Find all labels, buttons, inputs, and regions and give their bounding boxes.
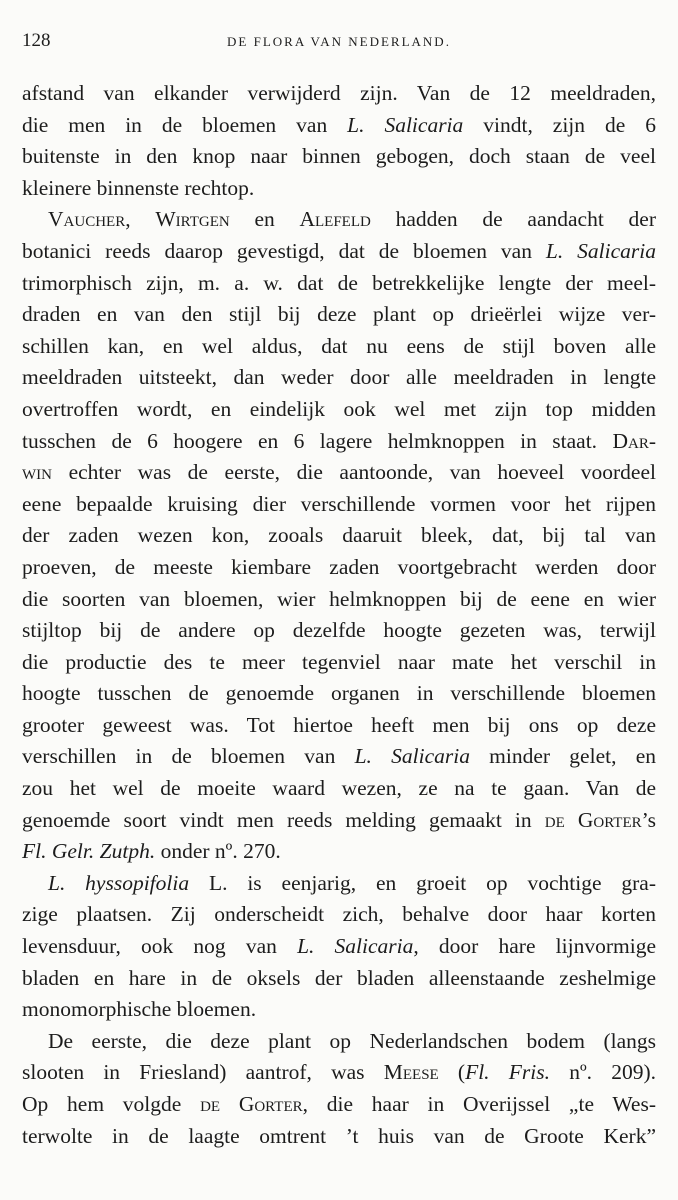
text-segment: genoemde soort vindt men reeds melding gemaakt in (22, 807, 545, 832)
text-segment: trimorphisch zijn, m. a. w. dat de betrekkelijke lengte der meel- (22, 270, 656, 295)
text-segment: die productie des te meer tegenviel naar mate het verschil in (22, 649, 656, 674)
text-segment: zou het wel de moeite waard wezen, ze na te gaan. Van de (22, 776, 656, 801)
italic-text: L. Salicaria (354, 744, 470, 769)
text-line (22, 615, 656, 647)
small-caps-name: Alefeld (299, 207, 371, 232)
small-caps-name: win (22, 460, 52, 485)
text-segment: De eerste, die deze plant op Nederlandschen bodem (langs (48, 1028, 656, 1053)
text-segment: monomorphische bloemen. (22, 997, 257, 1022)
text-line (22, 836, 656, 868)
text-segment: Op hem volgde (22, 1092, 201, 1116)
text-segment: die men in de bloemen van (22, 112, 348, 137)
text-line (22, 931, 656, 963)
text-segment: nº. 209). (550, 1060, 656, 1085)
text-segment: stijltop bij de andere op dezelfde hoogte gezeten was, terwijl (22, 618, 656, 643)
text-line (22, 868, 656, 900)
text-line (22, 1057, 656, 1089)
text-segment: tusschen de 6 hoogere en 6 lagere helmknoppen in staat. (22, 428, 613, 453)
small-caps-name: Wirtgen (155, 207, 230, 232)
text-segment: eene bepaalde kruising dier verschillende vormen voor het rijpen (22, 491, 656, 516)
text-line (22, 584, 656, 616)
small-caps-name: de Gorter (544, 807, 642, 832)
text-line (22, 268, 656, 300)
text-line (22, 1121, 656, 1153)
text-segment: draden en van den stijl bij deze plant op drieërlei wijze ver- (22, 302, 656, 327)
text-segment: , (125, 207, 156, 232)
text-segment: buitenste in den knop naar binnen gebogen, doch staan de veel (22, 144, 656, 169)
text-line (22, 899, 656, 931)
text-line (22, 805, 656, 837)
text-line (22, 78, 656, 110)
text-segment: der zaden wezen kon, zooals daaruit bleek, dat, bij tal van (22, 523, 656, 548)
text-segment: bladen en hare in de oksels der bladen alleenstaande zeshelmige (22, 965, 656, 990)
text-line (22, 141, 656, 173)
text-line (22, 173, 656, 205)
running-head: DE FLORA VAN NEDERLAND. (227, 34, 451, 49)
text-segment: , die haar in Overijssel „te Wes- (302, 1092, 656, 1116)
text-line (22, 331, 656, 363)
text-line (22, 457, 656, 489)
text-line (22, 1089, 656, 1121)
text-segment: grooter geweest was. Tot hiertoe heeft men bij ons op deze (22, 712, 656, 737)
text-segment: echter was de eerste, die aantoonde, van hoeveel voordeel (52, 460, 656, 485)
text-line (22, 489, 656, 521)
text-line (22, 236, 656, 268)
text-line (22, 710, 656, 742)
text-segment: hoogte tusschen de genoemde organen in verschillende bloemen (22, 681, 656, 706)
italic-text: L. Salicaria (347, 112, 464, 137)
book-page (22, 30, 656, 1152)
text-line (22, 647, 656, 679)
text-segment: hadden de aandacht der (370, 207, 656, 232)
text-segment: onder nº. 270. (155, 839, 281, 864)
text-segment: overtroffen wordt, en eindelijk ook wel met zijn top midden (22, 396, 656, 421)
small-caps-name: Meese (383, 1060, 439, 1085)
text-segment: terwolte in de laagte omtrent ’t huis van de Groote Kerk” (22, 1123, 656, 1148)
text-line (22, 741, 656, 773)
text-line (22, 1026, 656, 1058)
text-segment: meeldraden uitsteekt, dan weder door alle meeldraden in lengte (22, 365, 656, 390)
text-line (22, 362, 656, 394)
text-line (22, 520, 656, 552)
italic-text: Fl. Gelr. Zutph. (22, 839, 156, 864)
text-segment: zige plaatsen. Zij onderscheidt zich, behalve door haar korten (22, 902, 656, 927)
text-line (22, 773, 656, 805)
text-segment: ’s (641, 807, 656, 832)
text-segment: en (229, 207, 300, 232)
text-segment: vindt, zijn de 6 (463, 112, 657, 137)
page-number: 128 (22, 30, 51, 51)
body-text (22, 78, 656, 1152)
text-segment: , door hare lijnvormige (413, 934, 656, 959)
italic-text: L. Salicaria (297, 934, 414, 959)
text-line (22, 204, 656, 236)
text-line (22, 299, 656, 331)
text-segment: die soorten van bloemen, wier helmknoppen bij de eene en wier (22, 586, 656, 611)
italic-text: L. Salicaria (545, 238, 656, 263)
text-line (22, 394, 656, 426)
text-segment: verschillen in de bloemen van (22, 744, 355, 769)
text-segment: botanici reeds daarop gevestigd, dat de bloemen van (22, 238, 546, 263)
italic-text: Fl. Fris. (465, 1060, 550, 1085)
small-caps-name: de Gorter (200, 1092, 303, 1116)
text-line (22, 963, 656, 995)
text-line (22, 678, 656, 710)
text-line (22, 426, 656, 458)
italic-text: L. hyssopifolia (48, 870, 190, 895)
text-segment: ( (438, 1060, 466, 1085)
text-segment: L. is eenjarig, en groeit op vochtige gra- (189, 870, 656, 895)
page-header (22, 30, 656, 64)
small-caps-name: Dar- (612, 428, 656, 453)
text-segment: slooten in Friesland) aantrof, was (22, 1060, 384, 1085)
small-caps-name: Vaucher (48, 207, 126, 232)
text-line (22, 994, 656, 1026)
text-segment: minder gelet, en (469, 744, 656, 769)
text-segment: proeven, de meeste kiembare zaden voortgebracht werden door (22, 554, 656, 579)
text-segment: afstand van elkander verwijderd zijn. Van de 12 meeldraden, (22, 81, 656, 105)
text-segment: kleinere binnenste rechtop. (22, 175, 255, 200)
text-line (22, 552, 656, 584)
text-segment: schillen kan, en wel aldus, dat nu eens de stijl boven alle (22, 333, 656, 358)
text-segment: levensduur, ook nog van (22, 934, 298, 959)
text-line (22, 110, 656, 142)
